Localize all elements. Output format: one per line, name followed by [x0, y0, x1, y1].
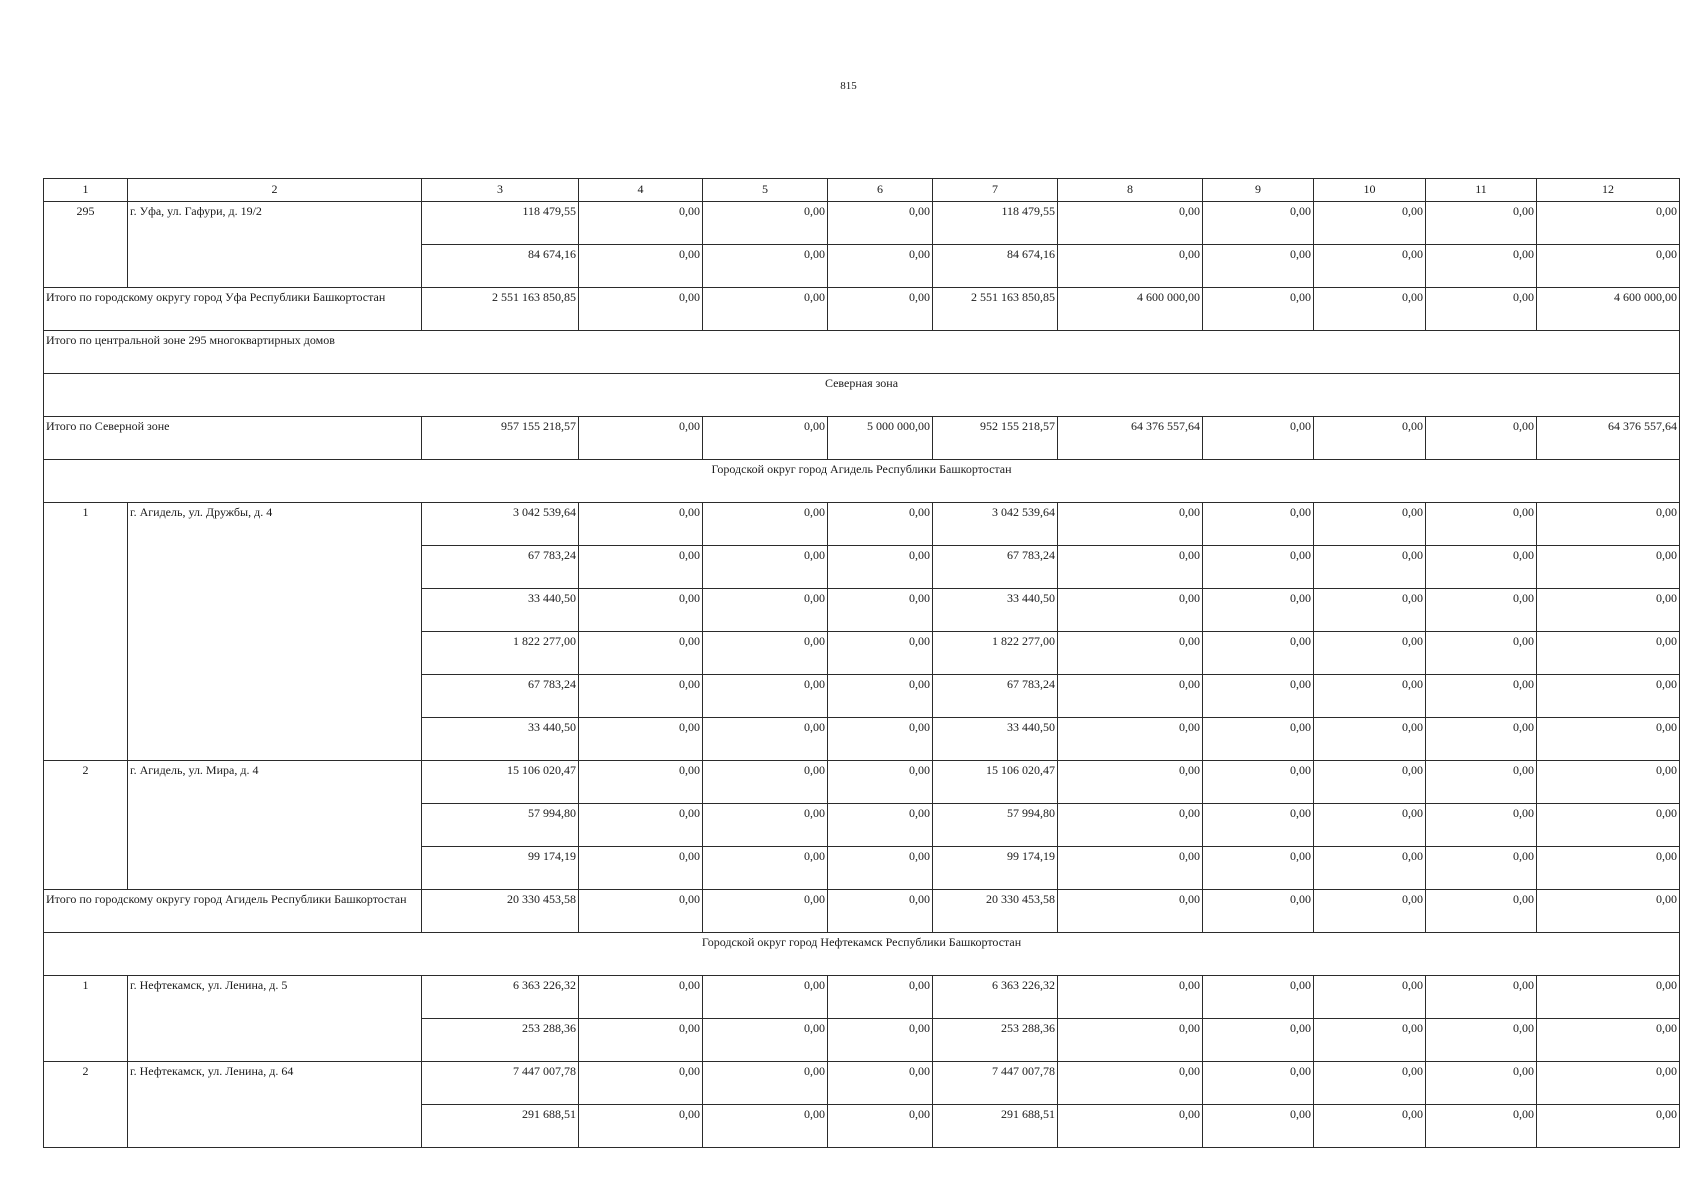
value-cell: 1 822 277,00	[422, 632, 579, 675]
value-cell: 0,00	[579, 718, 703, 761]
value-cell: 0,00	[828, 245, 933, 288]
value-cell: 57 994,80	[422, 804, 579, 847]
value-cell: 0,00	[828, 890, 933, 933]
value-cell: 0,00	[1426, 976, 1537, 1019]
value-cell: 0,00	[1426, 632, 1537, 675]
value-cell: 0,00	[1537, 718, 1680, 761]
value-cell: 0,00	[1203, 847, 1314, 890]
value-cell: 0,00	[1203, 245, 1314, 288]
value-cell: 33 440,50	[422, 718, 579, 761]
entry-number: 2	[44, 1062, 128, 1148]
value-cell: 253 288,36	[422, 1019, 579, 1062]
value-cell: 0,00	[1314, 1019, 1426, 1062]
value-cell: 0,00	[1426, 589, 1537, 632]
value-cell: 0,00	[1203, 417, 1314, 460]
value-cell: 0,00	[1314, 847, 1426, 890]
value-cell: 0,00	[1314, 675, 1426, 718]
value-cell: 0,00	[828, 546, 933, 589]
value-cell: 0,00	[1203, 546, 1314, 589]
value-cell: 0,00	[1314, 288, 1426, 331]
total-row	[44, 417, 1680, 460]
entry-number: 295	[44, 202, 128, 288]
value-cell: 67 783,24	[422, 546, 579, 589]
value-cell: 0,00	[1314, 546, 1426, 589]
value-cell: 118 479,55	[422, 202, 579, 245]
value-cell: 291 688,51	[933, 1105, 1058, 1148]
value-cell: 0,00	[1537, 503, 1680, 546]
value-cell: 0,00	[703, 632, 828, 675]
value-cell: 99 174,19	[422, 847, 579, 890]
column-header-10: 10	[1314, 179, 1426, 202]
value-cell: 0,00	[1537, 1105, 1680, 1148]
value-cell: 0,00	[828, 202, 933, 245]
value-cell: 4 600 000,00	[1537, 288, 1680, 331]
value-cell: 5 000 000,00	[828, 417, 933, 460]
entry-address: г. Уфа, ул. Гафури, д. 19/2	[128, 202, 422, 288]
value-cell: 0,00	[579, 1019, 703, 1062]
value-cell: 0,00	[828, 589, 933, 632]
value-cell: 0,00	[1058, 1019, 1203, 1062]
value-cell: 0,00	[1203, 718, 1314, 761]
entry-number: 1	[44, 976, 128, 1062]
value-cell: 0,00	[579, 245, 703, 288]
value-cell: 0,00	[1314, 632, 1426, 675]
value-cell: 0,00	[1537, 675, 1680, 718]
value-cell: 0,00	[1203, 804, 1314, 847]
value-cell: 0,00	[579, 417, 703, 460]
value-cell: 0,00	[579, 288, 703, 331]
column-header-12: 12	[1537, 179, 1680, 202]
value-cell: 0,00	[1203, 890, 1314, 933]
value-cell: 0,00	[703, 1062, 828, 1105]
value-cell: 0,00	[1203, 675, 1314, 718]
value-cell: 0,00	[828, 847, 933, 890]
value-cell: 0,00	[703, 417, 828, 460]
value-cell: 0,00	[1203, 503, 1314, 546]
total-label: Итого по Северной зоне	[44, 417, 422, 460]
column-header-8: 8	[1058, 179, 1203, 202]
value-cell: 0,00	[579, 202, 703, 245]
value-cell: 2 551 163 850,85	[422, 288, 579, 331]
value-cell: 67 783,24	[933, 546, 1058, 589]
value-cell: 0,00	[703, 890, 828, 933]
column-header-6: 6	[828, 179, 933, 202]
value-cell: 0,00	[1537, 632, 1680, 675]
value-cell: 0,00	[1537, 546, 1680, 589]
value-cell: 0,00	[1426, 804, 1537, 847]
value-cell: 0,00	[1537, 761, 1680, 804]
value-cell: 0,00	[1426, 202, 1537, 245]
value-cell: 0,00	[1314, 503, 1426, 546]
value-cell: 0,00	[1203, 1019, 1314, 1062]
value-cell: 33 440,50	[933, 589, 1058, 632]
value-cell: 952 155 218,57	[933, 417, 1058, 460]
value-cell: 291 688,51	[422, 1105, 579, 1148]
value-cell: 0,00	[579, 589, 703, 632]
value-cell: 0,00	[579, 503, 703, 546]
value-cell: 0,00	[1537, 589, 1680, 632]
value-cell: 0,00	[1058, 675, 1203, 718]
value-cell: 0,00	[1058, 1105, 1203, 1148]
summary-note: Итого по центральной зоне 295 многоквартирных домов	[44, 331, 1680, 374]
entry-number: 2	[44, 761, 128, 890]
value-cell: 0,00	[1203, 1105, 1314, 1148]
value-cell: 0,00	[1426, 1019, 1537, 1062]
value-cell: 99 174,19	[933, 847, 1058, 890]
value-cell: 0,00	[1058, 202, 1203, 245]
value-cell: 0,00	[1058, 546, 1203, 589]
value-cell: 0,00	[828, 503, 933, 546]
value-cell: 0,00	[579, 976, 703, 1019]
value-cell: 33 440,50	[933, 718, 1058, 761]
section-heading-row	[44, 933, 1680, 976]
value-cell: 0,00	[1058, 804, 1203, 847]
value-cell: 0,00	[703, 718, 828, 761]
table-row	[44, 976, 1680, 1019]
section-heading-row	[44, 460, 1680, 503]
value-cell: 7 447 007,78	[422, 1062, 579, 1105]
value-cell: 0,00	[828, 804, 933, 847]
value-cell: 0,00	[579, 1105, 703, 1148]
value-cell: 0,00	[1058, 245, 1203, 288]
value-cell: 0,00	[1314, 890, 1426, 933]
value-cell: 0,00	[703, 245, 828, 288]
column-header-5: 5	[703, 179, 828, 202]
value-cell: 0,00	[703, 288, 828, 331]
value-cell: 0,00	[1203, 632, 1314, 675]
value-cell: 0,00	[579, 761, 703, 804]
value-cell: 0,00	[1058, 589, 1203, 632]
value-cell: 0,00	[1203, 288, 1314, 331]
value-cell: 0,00	[1426, 890, 1537, 933]
value-cell: 0,00	[1426, 417, 1537, 460]
section-heading: Городской округ город Нефтекамск Республики Башкортостан	[44, 933, 1680, 976]
value-cell: 0,00	[703, 589, 828, 632]
value-cell: 0,00	[1058, 1062, 1203, 1105]
value-cell: 0,00	[1203, 589, 1314, 632]
value-cell: 4 600 000,00	[1058, 288, 1203, 331]
value-cell: 118 479,55	[933, 202, 1058, 245]
value-cell: 0,00	[703, 675, 828, 718]
value-cell: 253 288,36	[933, 1019, 1058, 1062]
value-cell: 1 822 277,00	[933, 632, 1058, 675]
value-cell: 0,00	[1314, 1062, 1426, 1105]
value-cell: 0,00	[1203, 761, 1314, 804]
entry-address: г. Агидель, ул. Мира, д. 4	[128, 761, 422, 890]
table-body	[44, 179, 1680, 1148]
value-cell: 0,00	[703, 546, 828, 589]
table-row	[44, 503, 1680, 546]
value-cell: 64 376 557,64	[1058, 417, 1203, 460]
value-cell: 0,00	[1058, 976, 1203, 1019]
value-cell: 0,00	[1058, 847, 1203, 890]
value-cell: 0,00	[828, 976, 933, 1019]
value-cell: 0,00	[828, 675, 933, 718]
value-cell: 0,00	[1314, 761, 1426, 804]
column-header-1: 1	[44, 179, 128, 202]
value-cell: 0,00	[703, 1105, 828, 1148]
value-cell: 0,00	[1058, 503, 1203, 546]
value-cell: 0,00	[1426, 245, 1537, 288]
column-header-4: 4	[579, 179, 703, 202]
value-cell: 0,00	[1314, 1105, 1426, 1148]
value-cell: 6 363 226,32	[422, 976, 579, 1019]
value-cell: 7 447 007,78	[933, 1062, 1058, 1105]
table-row	[44, 202, 1680, 245]
value-cell: 957 155 218,57	[422, 417, 579, 460]
value-cell: 33 440,50	[422, 589, 579, 632]
value-cell: 0,00	[828, 1105, 933, 1148]
data-table	[43, 178, 1680, 1148]
total-label: Итого по городскому округу город Уфа Республики Башкортостан	[44, 288, 422, 331]
entry-address: г. Нефтекамск, ул. Ленина, д. 5	[128, 976, 422, 1062]
value-cell: 0,00	[579, 804, 703, 847]
column-header-9: 9	[1203, 179, 1314, 202]
column-header-11: 11	[1426, 179, 1537, 202]
page-number: 815	[840, 80, 857, 92]
value-cell: 0,00	[1314, 245, 1426, 288]
value-cell: 0,00	[579, 675, 703, 718]
value-cell: 0,00	[1426, 847, 1537, 890]
value-cell: 0,00	[1537, 890, 1680, 933]
value-cell: 0,00	[1203, 202, 1314, 245]
section-heading-row	[44, 374, 1680, 417]
value-cell: 0,00	[1537, 1062, 1680, 1105]
value-cell: 84 674,16	[933, 245, 1058, 288]
section-heading: Городской округ город Агидель Республики Башкортостан	[44, 460, 1680, 503]
value-cell: 15 106 020,47	[933, 761, 1058, 804]
table-row	[44, 1062, 1680, 1105]
value-cell: 0,00	[1058, 632, 1203, 675]
value-cell: 0,00	[1426, 1105, 1537, 1148]
total-row	[44, 288, 1680, 331]
value-cell: 0,00	[1426, 675, 1537, 718]
value-cell: 0,00	[703, 804, 828, 847]
value-cell: 6 363 226,32	[933, 976, 1058, 1019]
value-cell: 0,00	[828, 632, 933, 675]
value-cell: 0,00	[579, 1062, 703, 1105]
total-row	[44, 890, 1680, 933]
value-cell: 0,00	[703, 202, 828, 245]
value-cell: 3 042 539,64	[933, 503, 1058, 546]
value-cell: 0,00	[1314, 718, 1426, 761]
value-cell: 0,00	[1537, 202, 1680, 245]
value-cell: 0,00	[1426, 718, 1537, 761]
value-cell: 64 376 557,64	[1537, 417, 1680, 460]
value-cell: 0,00	[579, 632, 703, 675]
value-cell: 67 783,24	[933, 675, 1058, 718]
column-header-7: 7	[933, 179, 1058, 202]
value-cell: 57 994,80	[933, 804, 1058, 847]
value-cell: 0,00	[1426, 761, 1537, 804]
value-cell: 0,00	[703, 761, 828, 804]
value-cell: 0,00	[1058, 890, 1203, 933]
value-cell: 0,00	[1426, 288, 1537, 331]
value-cell: 0,00	[828, 1062, 933, 1105]
value-cell: 84 674,16	[422, 245, 579, 288]
value-cell: 0,00	[579, 890, 703, 933]
value-cell: 3 042 539,64	[422, 503, 579, 546]
value-cell: 0,00	[1203, 1062, 1314, 1105]
value-cell: 0,00	[828, 761, 933, 804]
value-cell: 0,00	[1537, 976, 1680, 1019]
column-header-3: 3	[422, 179, 579, 202]
value-cell: 0,00	[703, 503, 828, 546]
entry-number: 1	[44, 503, 128, 761]
column-header-2: 2	[128, 179, 422, 202]
value-cell: 0,00	[1426, 546, 1537, 589]
value-cell: 0,00	[1314, 202, 1426, 245]
value-cell: 0,00	[1203, 976, 1314, 1019]
table-row	[44, 761, 1680, 804]
column-number-header	[44, 179, 1680, 202]
value-cell: 0,00	[1426, 503, 1537, 546]
value-cell: 0,00	[1537, 245, 1680, 288]
value-cell: 0,00	[828, 718, 933, 761]
value-cell: 0,00	[703, 976, 828, 1019]
value-cell: 0,00	[579, 546, 703, 589]
value-cell: 0,00	[1314, 417, 1426, 460]
value-cell: 2 551 163 850,85	[933, 288, 1058, 331]
value-cell: 0,00	[1426, 1062, 1537, 1105]
total-label: Итого по городскому округу город Агидель Республики Башкортостан	[44, 890, 422, 933]
entry-address: г. Нефтекамск, ул. Ленина, д. 64	[128, 1062, 422, 1148]
value-cell: 67 783,24	[422, 675, 579, 718]
value-cell: 0,00	[1537, 804, 1680, 847]
value-cell: 0,00	[828, 288, 933, 331]
value-cell: 0,00	[703, 847, 828, 890]
value-cell: 0,00	[1314, 804, 1426, 847]
value-cell: 15 106 020,47	[422, 761, 579, 804]
value-cell: 0,00	[828, 1019, 933, 1062]
value-cell: 0,00	[1314, 976, 1426, 1019]
value-cell: 20 330 453,58	[933, 890, 1058, 933]
value-cell: 0,00	[1537, 847, 1680, 890]
note-row	[44, 331, 1680, 374]
value-cell: 0,00	[1058, 761, 1203, 804]
entry-address: г. Агидель, ул. Дружбы, д. 4	[128, 503, 422, 761]
value-cell: 20 330 453,58	[422, 890, 579, 933]
value-cell: 0,00	[1058, 718, 1203, 761]
value-cell: 0,00	[1537, 1019, 1680, 1062]
value-cell: 0,00	[1314, 589, 1426, 632]
section-heading: Северная зона	[44, 374, 1680, 417]
value-cell: 0,00	[703, 1019, 828, 1062]
value-cell: 0,00	[579, 847, 703, 890]
